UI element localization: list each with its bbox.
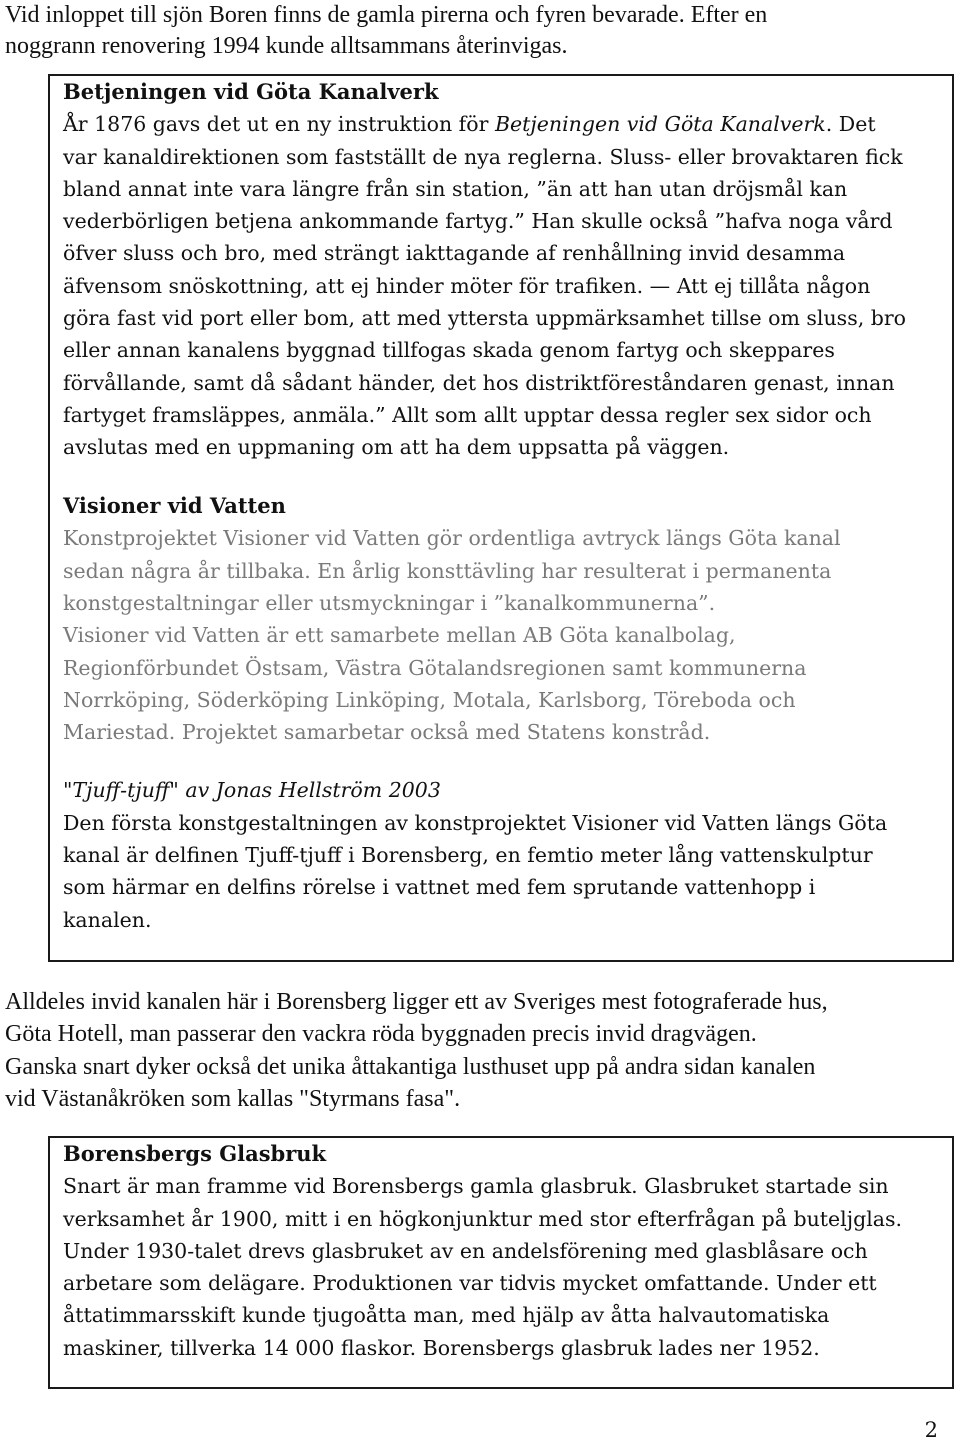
text-line: Vid inloppet till sjön Boren finns de gamla pirerna och fyren bevarade. Efter en: [5, 2, 768, 28]
text-line: öfver sluss och bro, med strängt iakttagande af renhållning invid desamma: [63, 241, 846, 266]
text-line: Visioner vid Vatten är ett samarbete mellan AB Göta kanalbolag,: [63, 623, 736, 648]
text-line: noggrann renovering 1994 kunde alltsammans återinvigas.: [5, 33, 568, 59]
text-line: kanalen.: [63, 907, 152, 932]
text-line: eller annan kanalens byggnad tillfogas skada genom fartyg och skeppares: [63, 338, 835, 363]
text-line: konstgestaltningar eller utsmyckningar i ”kanalkommunerna”.: [63, 590, 716, 615]
text-line: Konstprojektet Visioner vid Vatten gör ordentliga avtryck längs Göta kanal: [63, 526, 841, 551]
text-line: Ganska snart dyker också det unika åttakantiga lusthuset upp på andra sidan kanalen: [5, 1053, 816, 1080]
section-heading-betjeningen: Betjeningen vid Göta Kanalverk: [63, 79, 439, 104]
text-line: Mariestad. Projektet samarbetar också med Statens konstråd.: [63, 720, 711, 745]
text-line: vid Västanåkröken som kallas "Styrmans fasa".: [5, 1085, 461, 1112]
intro-paragraph: [5, 0, 953, 62]
text-line: Under 1930-talet drevs glasbruket av en andelsförening med glasblåsare och: [63, 1238, 868, 1263]
text-line: Regionförbundet Östsam, Västra Götalandsregionen samt kommunerna: [63, 655, 807, 680]
text-line: Den första konstgestaltningen av konstprojektet Visioner vid Vatten längs Göta: [63, 810, 888, 835]
text-line: var kanaldirektionen som fastställt de nya reglerna. Sluss- eller brovaktaren fick: [63, 144, 903, 169]
text-line: äfvensom snöskottning, att ej hinder möter för trafiken. — Att ej tillåta någon: [63, 273, 871, 298]
text-line: verksamhet år 1900, mitt i en högkonjunktur med stor efterfrågan på buteljglas.: [63, 1206, 903, 1231]
text-line: göra fast vid port eller bom, att med yttersta uppmärksamhet tillse om sluss, bro: [63, 306, 907, 331]
text-line: sedan några år tillbaka. En årlig konsttävling har resulterat i permanenta: [63, 558, 832, 583]
italic-title: Betjeningen vid Göta Kanalverk: [494, 112, 826, 137]
text-line: Alldeles invid kanalen här i Borensberg ligger ett av Sveriges mest fotograferade hus,: [5, 989, 828, 1015]
text-line: förvållande, samt då sådant händer, det hos distriktföreståndaren genast, innan: [63, 370, 895, 395]
text-line: vederbörligen betjena ankommande fartyg.” Han skulle också ”hafva noga vård: [63, 209, 893, 234]
text-line: kanal är delfinen Tjuff-tjuff i Borensberg, en femtio meter lång vattenskulptur: [63, 843, 873, 868]
section-heading-tjuff-tjuff: "Tjuff-tjuff" av Jonas Hellström 2003: [63, 778, 441, 803]
info-box-kanalverk: [48, 74, 954, 962]
section-heading-visioner: Visioner vid Vatten: [63, 493, 286, 519]
text-line: åttatimmarsskift kunde tjugoåtta man, med hjälp av åtta halvautomatiska: [63, 1303, 830, 1328]
info-box-glasbruk: [48, 1136, 954, 1389]
text-line: År 1876 gavs det ut en ny instruktion för Betjeningen vid Göta Kanalverk. Det: [63, 112, 876, 137]
text-line: fartyget framsläppes, anmäla.” Allt som allt upptar dessa regler sex sidor och: [63, 402, 872, 427]
text-line: Norrköping, Söderköping Linköping, Motala, Karlsborg, Töreboda och: [63, 687, 796, 712]
text-line: Göta Hotell, man passerar den vackra röda byggnaden precis invid dragvägen.: [5, 1021, 757, 1048]
text-line: Snart är man framme vid Borensbergs gamla glasbruk. Glasbruket startade sin: [63, 1174, 889, 1199]
text-line: avslutas med en uppmaning om att ha dem uppsatta på väggen.: [63, 435, 730, 460]
text-line: arbetare som delägare. Produktionen var tidvis mycket omfattande. Under ett: [63, 1271, 877, 1296]
text-line: som härmar en delfins rörelse i vattnet med fem sprutande vattenhopp i: [63, 875, 816, 900]
page-number: 2: [924, 1418, 938, 1442]
text-line: bland annat inte vara längre från sin station, ”än att han utan dröjsmål kan: [63, 176, 848, 201]
text-line: maskiner, tillverka 14 000 flaskor. Borensbergs glasbruk lades ner 1952.: [63, 1335, 820, 1360]
section-heading-glasbruk: Borensbergs Glasbruk: [63, 1141, 327, 1166]
borensberg-paragraph: [5, 986, 953, 1115]
